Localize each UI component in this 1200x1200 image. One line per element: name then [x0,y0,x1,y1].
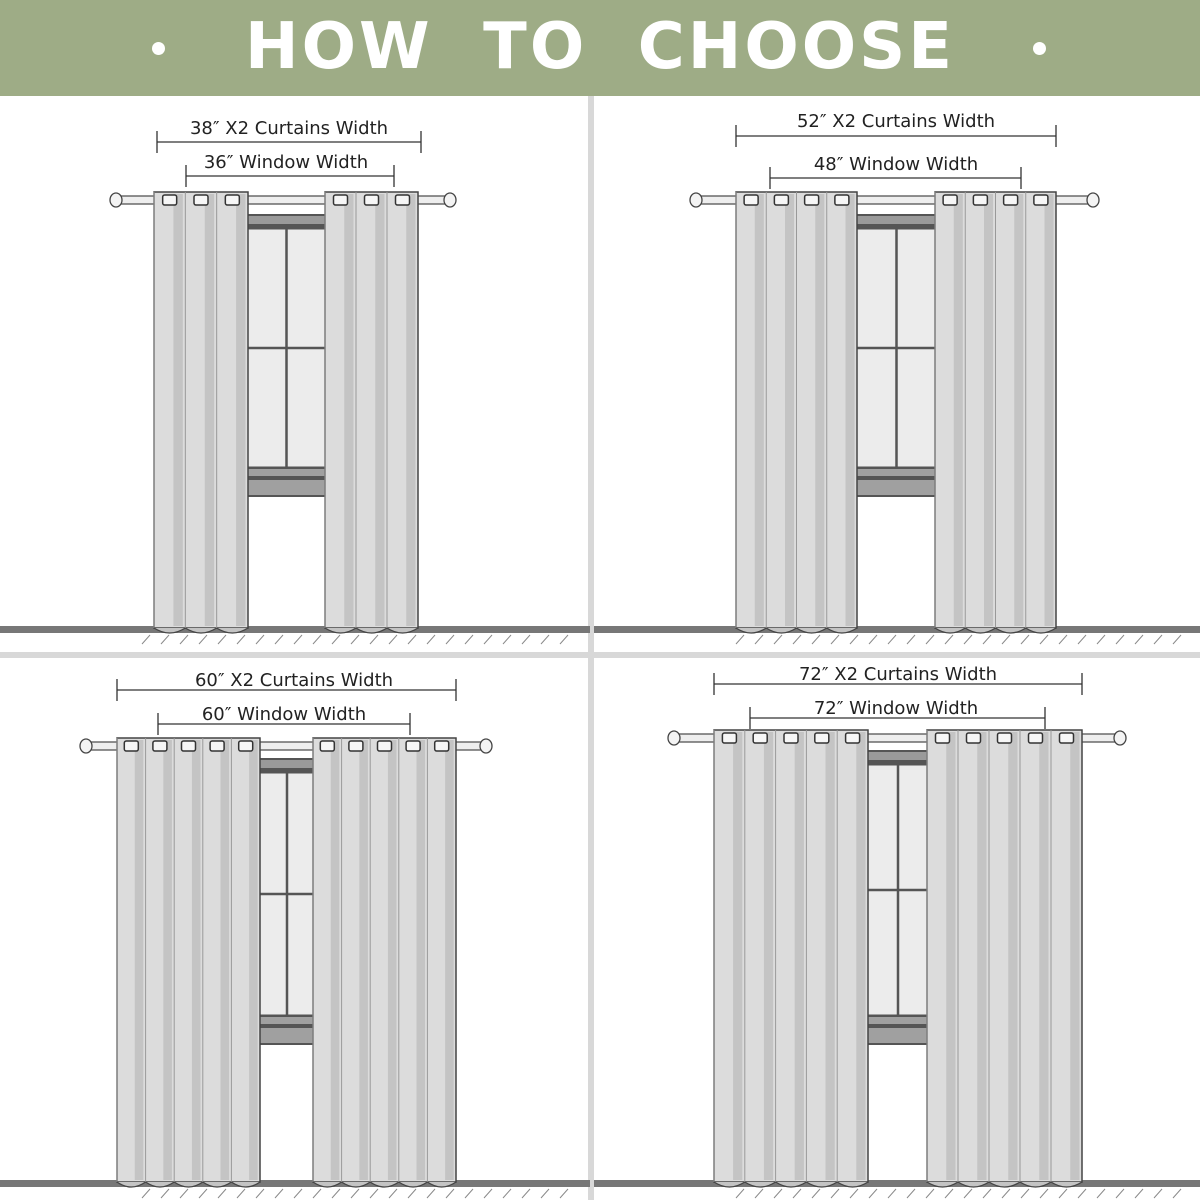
rod-finial-right [444,193,456,207]
panel-3-diagram [0,658,590,1200]
curtains-width-label: 52″ X2 Curtains Width [796,111,996,132]
floor-line [0,1180,590,1187]
floor-hatching [736,1189,1181,1198]
floor-hatching [142,1189,568,1198]
rod-finial-right [1087,193,1099,207]
curtain-panel-left [117,738,260,1187]
header-banner [0,0,1200,96]
curtain-panel-right [935,192,1056,633]
page-title: HOW TO CHOOSE [245,10,955,84]
floor-hatching [142,635,568,644]
curtain-panel-left [714,730,868,1187]
window [258,758,316,1044]
window-width-label: 36″ Window Width [203,152,369,173]
window [246,214,327,496]
window-width-label: 72″ Window Width [813,698,979,719]
rod-finial-left [668,731,680,745]
curtain-panel-left [154,192,248,633]
panel-4-diagram [594,658,1200,1200]
window [856,214,937,496]
panel-2-diagram [594,96,1200,652]
floor-hatching [736,635,1181,644]
rod-finial-left [80,739,92,753]
panel-1-diagram [0,96,590,652]
floor-line [594,1180,1200,1187]
rod-finial-left [690,193,702,207]
rod-finial-right [480,739,492,753]
curtains-width-label: 38″ X2 Curtains Width [189,118,389,139]
rod-finial-left [110,193,122,207]
curtains-width-label: 60″ X2 Curtains Width [194,670,394,691]
curtain-panel-left [736,192,857,633]
curtain-panel-right [313,738,456,1187]
rod-finial-right [1114,731,1126,745]
window-width-label: 48″ Window Width [813,154,979,175]
curtain-panel-right [325,192,418,633]
window [866,750,930,1044]
window-width-label: 60″ Window Width [201,704,367,725]
floor-line [594,626,1200,633]
curtains-width-label: 72″ X2 Curtains Width [798,664,998,685]
floor-line [0,626,590,633]
bullet-right [1033,42,1046,55]
curtain-panel-right [927,730,1082,1187]
